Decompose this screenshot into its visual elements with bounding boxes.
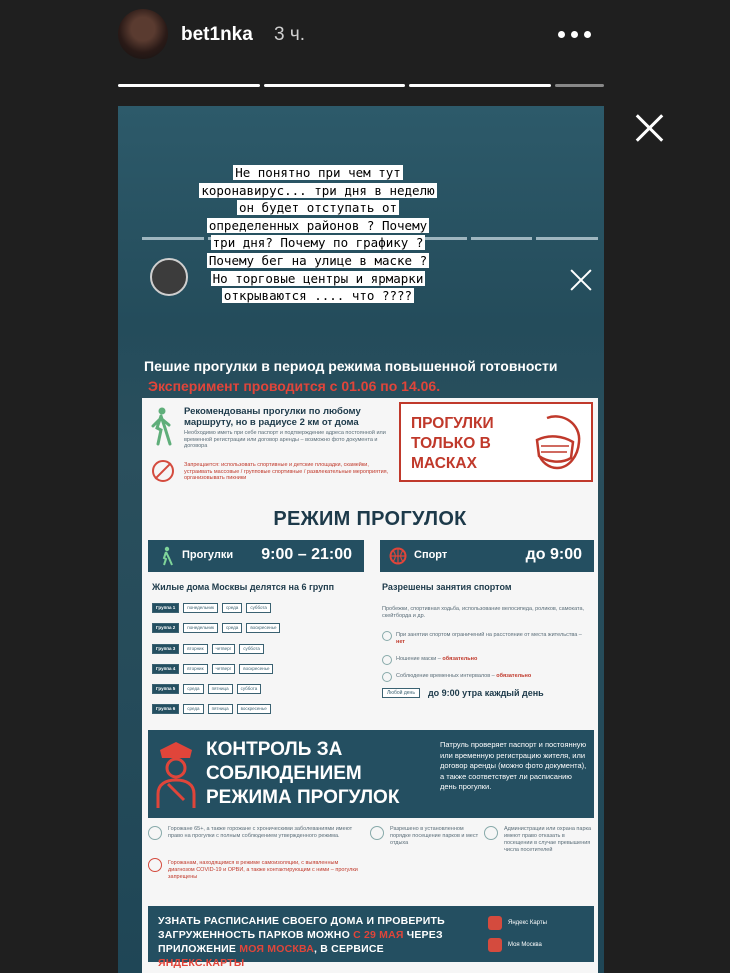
bottom-banner [148,906,594,969]
progress-segment [264,84,406,87]
group-day: вторник [183,644,207,654]
sport-daily-text: до 9:00 утра каждый день [427,688,544,698]
walk-title: Рекомендованы прогулки по любому маршруту, но в радиусе 2 км от дома [184,406,361,428]
info-parks: Разрешено в установленном порядке посещение парков и мест отдыха [370,826,480,896]
group-row [152,643,372,655]
group-row [152,663,372,675]
poster [142,398,598,973]
info-elderly: Горожане 65+, а также горожане с хроническими заболеваниями имеют право на прогулки с полным соблюдением утвержденного режима. Горожанам, находящимся в режиме самоизоляции, с выявленным диагнозом COVID-19 и ОРВИ, а также контактирующим с ними – прогулки запрещены [148,826,358,896]
group-day: суббота [246,603,271,613]
group-day: четверг [212,644,236,654]
sport-note: Пробежки, спортивная ходьба, использование велосипеда, роликов, самоката, скейтборда и др. [382,606,585,619]
inner-avatar [150,258,188,296]
close-icon[interactable] [634,112,666,144]
post-time: 3 ч. [274,24,306,45]
more-options-icon[interactable] [552,22,596,46]
control-banner [148,730,594,818]
forbidden-icon [152,460,174,482]
group-day: пятница [208,684,233,694]
ban-note: Запрещается: использовать спортивные и детские площадки, скамейки, устраивать массовые / групповые спортивные / развлекательные мероприятия, организовывать пикники [184,462,389,481]
any-day-tag: Любой день [382,688,420,698]
group-label: Группа 4 [152,664,179,674]
bottom-text: УЗНАТЬ РАСПИСАНИЕ СВОЕГО ДОМА И ПРОВЕРИТЬ ЗАГРУЖЕННОСТЬ ПАРКОВ МОЖНО С 29 МАЯ ЧЕРЕЗ ПРИЛОЖЕНИЕ МОЯ МОСКВА, В СЕРВИСЕ ЯНДЕКС.КАРТЫ [158,915,445,969]
progress-segment [409,84,551,87]
control-title: КОНТРОЛЬ ЗА СОБЛЮДЕНИЕМ РЕЖИМА ПРОГУЛОК [206,739,400,808]
group-day: среда [183,704,203,714]
group-label: Группа 2 [152,623,179,633]
walking-person-icon [148,406,174,446]
group-label: Группа 3 [152,644,179,654]
sport-label: Спорт [414,549,448,561]
inner-close-icon [570,269,592,291]
my-moscow-icon [488,938,502,952]
cross-icon [484,826,498,840]
avatar[interactable] [118,9,168,59]
story-progress [118,84,604,87]
forbidden-icon [148,858,162,872]
walk-note: Необходимо иметь при себе паспорт и подтверждение адреса постоянной или временной регистрации или договор аренды – возможно фото документа и договора [184,430,386,449]
group-day: среда [222,623,242,633]
sport-hours-bar [380,540,594,572]
police-officer-icon [154,740,198,810]
groups-table [152,602,372,724]
group-day: воскресенье [237,704,271,714]
group-day: воскресенье [246,623,280,633]
walk-label: Прогулки [182,549,234,561]
mask-box [399,402,593,482]
group-day: суббота [237,684,262,694]
yandex-maps-app: Яндекс Карты [488,916,547,930]
group-label: Группа 1 [152,603,179,613]
groups-title: Жилые дома Москвы делятся на 6 групп [152,582,335,592]
sport-title: Разрешены занятия спортом [382,582,512,592]
group-day: пятница [208,704,233,714]
sport-daily [382,688,544,698]
sport-rules [382,632,592,690]
sport-rule: Соблюдение временных интервалов – обязательно [382,673,592,680]
mask-text: ПРОГУЛКИ ТОЛЬКО В МАСКАХ [411,415,494,472]
poster-title: Пешие прогулки в период режима повышенной готовности [144,358,558,374]
group-day: понедельник [183,603,218,613]
group-day: среда [222,603,242,613]
group-label: Группа 6 [152,704,179,714]
sport-hours: до 9:00 [525,546,582,563]
yandex-maps-icon [488,916,502,930]
group-row [152,622,372,634]
walk-hours: 9:00 – 21:00 [261,546,352,563]
group-day: четверг [212,664,236,674]
walking-icon [157,546,175,566]
poster-subtitle: Эксперимент проводится с 01.06 по 14.06. [148,378,441,394]
sport-rule: При занятии спортом ограничений на расстояние от места жительства – нет [382,632,592,646]
text-sticker: Не понятно при чем тут коронавирус... три дня в неделю он будет отступать от определенных районов ? Почему три дня? Почему по графику ? Почему бег на улице в маске ? Но торговые центры и ярмарки открываются .... что ???? [201,165,435,304]
group-row [152,683,372,695]
park-icon [370,826,384,840]
face-mask-icon [529,412,585,472]
ball-icon [389,546,407,566]
info-administration: Администрации или охрана парка имеют право отказать в посещении в случае превышения числа посетителей [484,826,594,896]
sport-rule: Ношение маски – обязательно [382,656,592,663]
username[interactable]: bet1nka [181,24,253,45]
group-day: понедельник [183,623,218,633]
group-row [152,602,372,614]
story-image[interactable] [118,106,604,973]
group-row [152,703,372,715]
progress-segment [118,84,260,87]
group-label: Группа 5 [152,684,179,694]
group-day: среда [183,684,203,694]
control-text: Патруль проверяет паспорт и постоянную или временную регистрацию жителя, или договор аренды (можно фото документа), а также соответствует ли расписанию день прогулки. [440,740,587,791]
group-day: воскресенье [239,664,273,674]
group-day: суббота [239,644,264,654]
person-icon [148,826,162,840]
walk-hours-bar [148,540,364,572]
my-moscow-app: Моя Москва [488,938,542,952]
group-day: вторник [183,664,207,674]
mode-title: РЕЖИМ ПРОГУЛОК [273,508,467,530]
story-header [0,0,730,80]
progress-segment [555,84,605,87]
